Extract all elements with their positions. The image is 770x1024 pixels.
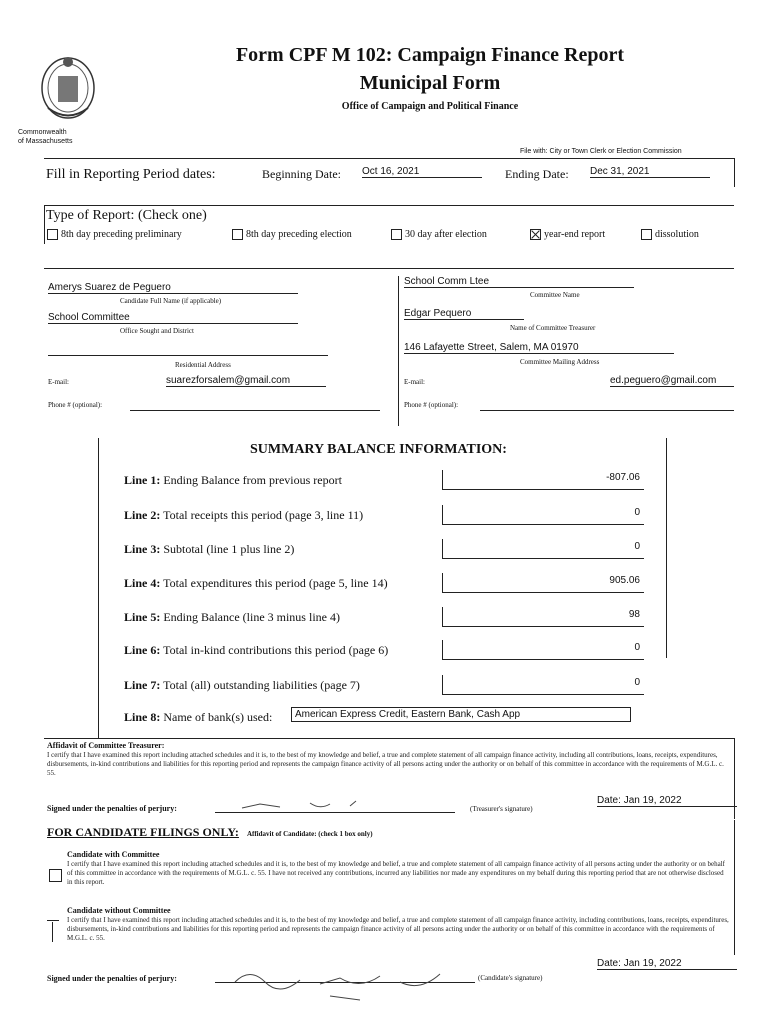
summary-value-5[interactable]: 98	[442, 607, 644, 627]
committee-email-label: E-mail:	[404, 378, 425, 386]
residential-address-caption: Residential Address	[175, 361, 231, 369]
summary-line-2: Line 2: Total receipts this period (page 3, line 11)	[124, 508, 364, 522]
treasurer-caption: Name of Committee Treasurer	[510, 324, 596, 332]
summary-value-4[interactable]: 905.06	[442, 573, 644, 593]
candidate-signed-label: Signed under the penalties of perjury:	[47, 974, 177, 983]
beginning-date-input[interactable]: Oct 16, 2021	[362, 166, 482, 178]
checkbox-icon[interactable]	[47, 229, 58, 240]
candidate-filings-heading: FOR CANDIDATE FILINGS ONLY: Affidavit of Candidate: (check 1 box only)	[47, 825, 373, 839]
form-subtitle: Municipal Form	[359, 72, 501, 94]
treasurer-signature	[240, 798, 380, 817]
treasurer-name-field[interactable]: Edgar Pequero	[404, 308, 524, 320]
checkbox-icon[interactable]	[391, 229, 402, 240]
summary-line-5: Line 5: Ending Balance (line 3 minus line 4)	[124, 610, 340, 624]
option-year-end[interactable]: year-end report	[530, 229, 605, 240]
summary-line-8: Line 8: Name of bank(s) used:	[124, 710, 273, 724]
treasurer-signed-label: Signed under the penalties of perjury:	[47, 804, 177, 813]
office-sought-field[interactable]: School Committee	[48, 312, 298, 324]
candidate-phone-field[interactable]	[130, 410, 380, 411]
option-30-day-after[interactable]: 30 day after election	[391, 229, 487, 240]
checkbox-icon[interactable]	[641, 229, 652, 240]
committee-name-caption: Committee Name	[530, 291, 580, 299]
candidate-date[interactable]: Date: Jan 19, 2022	[597, 958, 737, 970]
candidate-sig-caption: (Candidate's signature)	[478, 974, 543, 982]
summary-line-7: Line 7: Total (all) outstanding liabilities (page 7)	[124, 678, 360, 692]
ending-date-label: Ending Date:	[505, 167, 569, 181]
ending-date-input[interactable]: Dec 31, 2021	[590, 166, 710, 178]
summary-line-6: Line 6: Total in-kind contributions this period (page 6)	[124, 643, 389, 657]
file-with: File with: City or Town Clerk or Election Commission	[520, 148, 682, 155]
summary-line-4: Line 4: Total expenditures this period (page 5, line 14)	[124, 576, 388, 590]
summary-value-3[interactable]: 0	[442, 539, 644, 559]
report-type-label: Type of Report: (Check one)	[46, 208, 207, 223]
committee-phone-label: Phone # (optional):	[404, 401, 459, 409]
option-8th-day-preliminary[interactable]: 8th day preceding preliminary	[47, 229, 182, 240]
committee-address-caption: Committee Mailing Address	[520, 358, 600, 366]
with-committee-heading: Candidate with Committee	[67, 850, 160, 859]
treasurer-affidavit-text: I certify that I have examined this report including attached schedules and it is, to the best of my knowledge and belief, a true and complete statement of all campaign finance activity, including all contributions, loans, receipts, expenditures, disbursements, in-kind contributions and liabilities for this reporting period and represents the campaign finance activity of all persons acting under the authority or on behalf of this committee in accordance with the requirements of M.G.L. c. 55.	[47, 751, 724, 777]
summary-value-7[interactable]: 0	[442, 675, 644, 695]
office-name: Office of Campaign and Political Finance	[341, 101, 519, 112]
checked-checkbox-icon[interactable]	[530, 229, 541, 240]
without-committee-heading: Candidate without Committee	[67, 906, 171, 915]
state-seal	[38, 48, 98, 126]
summary-value-6[interactable]: 0	[442, 640, 644, 660]
candidate-email-field[interactable]: suarezforsalem@gmail.com	[166, 375, 326, 387]
treasurer-date[interactable]: Date: Jan 19, 2022	[597, 795, 737, 807]
office-caption: Office Sought and District	[120, 327, 194, 335]
committee-phone-field[interactable]	[480, 410, 734, 411]
treasurer-sig-caption: (Treasurer's signature)	[470, 805, 533, 813]
committee-address-field[interactable]: 146 Lafayette Street, Salem, MA 01970	[404, 342, 674, 354]
form-title: Form CPF M 102: Campaign Finance Report	[235, 44, 625, 66]
seal-caption: Commonwealth of Massachusetts	[18, 129, 73, 145]
checkbox-icon[interactable]	[232, 229, 243, 240]
summary-heading: SUMMARY BALANCE INFORMATION:	[250, 442, 507, 457]
option-8th-day-election[interactable]: 8th day preceding election	[232, 229, 352, 240]
committee-name-field[interactable]: School Comm Ltee	[404, 276, 634, 288]
summary-value-1[interactable]: -807.06	[442, 470, 644, 490]
summary-line-3: Line 3: Subtotal (line 1 plus line 2)	[124, 542, 295, 556]
summary-value-2[interactable]: 0	[442, 505, 644, 525]
with-committee-checkbox-icon[interactable]	[49, 869, 62, 882]
candidate-name-field[interactable]: Amerys Suarez de Peguero	[48, 282, 298, 294]
beginning-date-label: Beginning Date:	[262, 167, 341, 181]
treasurer-affidavit-heading: Affidavit of Committee Treasurer:	[47, 741, 165, 750]
committee-email-field[interactable]: ed.peguero@gmail.com	[610, 375, 734, 387]
with-committee-text: I certify that I have examined this report including attached schedules and it is, to the best of my knowledge and belief, a true and complete statement of all campaign finance activity of all persons acting under the authority or on behalf of this committee in accordance with the requirements of M.G.L. c. 55. I have not received any contributions, incurred any liabilities nor made any expenditures on my behalf during this reporting period that are not otherwise disclosed in this report.	[67, 860, 725, 886]
candidate-signature	[230, 962, 480, 1007]
option-dissolution[interactable]: dissolution	[641, 229, 699, 240]
candidate-phone-label: Phone # (optional):	[48, 401, 103, 409]
without-committee-marker[interactable]	[47, 920, 59, 921]
candidate-email-label: E-mail:	[48, 378, 69, 386]
summary-line-1: Line 1: Ending Balance from previous report	[124, 473, 342, 487]
without-committee-text: I certify that I have examined this report including attached schedules and it is, to the best of my knowledge and belief, a true and complete statement of all campaign finance activity, including contributions, loans, receipts, expenditures, disbursements, in-kind contributions and liabilities for this reporting period and represents the campaign finance activity of all persons acting under the authority or on behalf of this committee in accordance with the requirements of M.G.L. c. 55.	[67, 916, 729, 942]
reporting-period-label: Fill in Reporting Period dates:	[46, 167, 216, 182]
candidate-name-caption: Candidate Full Name (if applicable)	[120, 297, 222, 305]
bank-names-field[interactable]: American Express Credit, Eastern Bank, Cash App	[291, 707, 631, 722]
